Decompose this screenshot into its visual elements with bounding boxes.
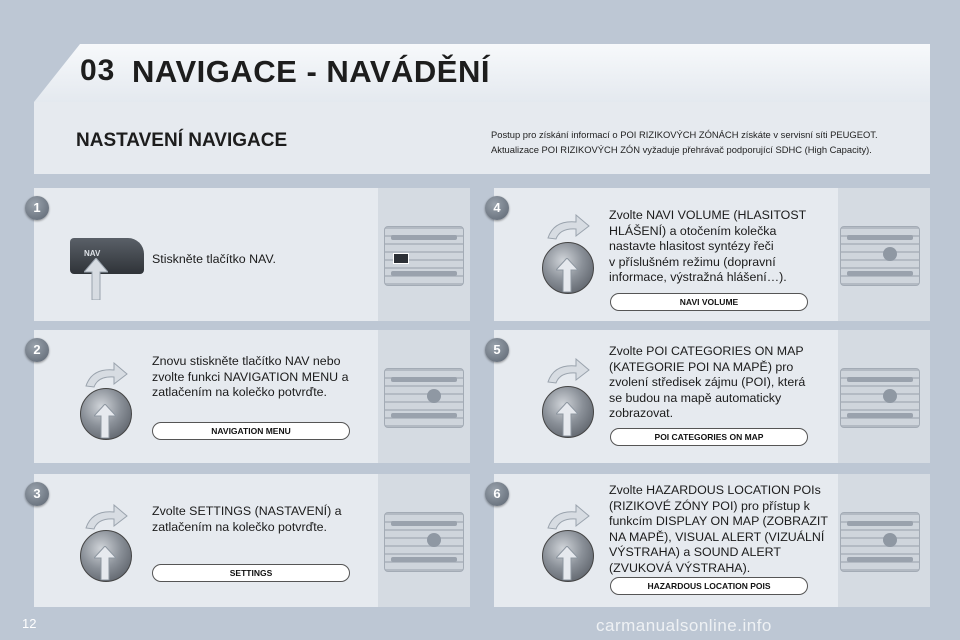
- step-text-line: zobrazovat.: [609, 406, 674, 420]
- step-text-line: v příslušném režimu (dopravní: [609, 254, 776, 269]
- step-number-badge: 2: [25, 338, 49, 362]
- press-arrow-icon: [556, 546, 578, 580]
- step-text-line: (KATEGORIE POI NA MAPĚ) pro: [609, 359, 794, 374]
- menu-label-pill: NAVI VOLUME: [610, 293, 808, 311]
- radio-unit-icon: [840, 512, 920, 572]
- page-number: 12: [22, 616, 37, 631]
- step-panel-6: [494, 474, 930, 607]
- step-panel-1: [34, 188, 470, 321]
- step-panel-5: [494, 330, 930, 463]
- menu-label-pill: SETTINGS: [152, 564, 350, 582]
- press-arrow-icon: [84, 258, 108, 300]
- press-arrow-icon: [556, 258, 578, 292]
- step-text-line: funkcím DISPLAY ON MAP (ZOBRAZIT: [609, 514, 828, 528]
- section-note: [491, 127, 911, 157]
- step-text: [609, 483, 828, 576]
- note-line: Postup pro získání informací o POI RIZIKOVÝCH ZÓNÁCH získáte v servisní síti PEUGEOT.: [491, 129, 878, 140]
- rotate-arrow-icon: [546, 214, 590, 240]
- step-text: [152, 504, 342, 535]
- section-title: NASTAVENÍ NAVIGACE: [76, 130, 288, 151]
- step-text-line: VÝSTRAHA) a SOUND ALERT: [609, 545, 781, 559]
- step-text-line: informace, výstražná hlášení…).: [609, 270, 787, 284]
- step-text-line: (ZVUKOVÁ VÝSTRAHA).: [609, 560, 751, 575]
- step-number-badge: 4: [485, 196, 509, 220]
- step-text-line: zatlačením na kolečko potvrďte.: [152, 385, 327, 399]
- step-text: [609, 344, 805, 422]
- step-text-line: (RIZIKOVÉ ZÓNY POI) pro přístup k: [609, 498, 810, 513]
- step-panel-4: [494, 188, 930, 321]
- step-panel-2: [34, 330, 470, 463]
- menu-label-pill: HAZARDOUS LOCATION POIS: [610, 577, 808, 595]
- radio-unit-icon: [840, 368, 920, 428]
- step-text: [609, 208, 806, 286]
- step-number-badge: 6: [485, 482, 509, 506]
- chapter-number: 03: [80, 54, 116, 87]
- step-text-line: Stiskněte tlačítko NAV.: [152, 252, 276, 266]
- step-text-line: HLÁŠENÍ) a otočením kolečka: [609, 223, 777, 238]
- chapter-title: NAVIGACE - NAVÁDĚNÍ: [132, 54, 490, 89]
- press-arrow-icon: [94, 546, 116, 580]
- step-text-line: Zvolte SETTINGS (NASTAVENÍ) a: [152, 504, 342, 518]
- press-arrow-icon: [94, 404, 116, 438]
- step-text-line: zvolení středisek zájmu (POI), která: [609, 375, 806, 389]
- step-text-line: zvolte funkci NAVIGATION MENU a: [152, 369, 349, 384]
- radio-unit-icon: [384, 368, 464, 428]
- watermark: carmanualsonline.info: [596, 616, 772, 635]
- rotate-arrow-icon: [546, 504, 590, 530]
- nav-key-label: NAV: [84, 249, 101, 258]
- step-number-badge: 5: [485, 338, 509, 362]
- step-text-line: NA MAPĚ), VISUAL ALERT (VIZUÁLNÍ: [609, 529, 825, 544]
- step-text-line: nastavte hlasitost syntézy řeči: [609, 239, 774, 253]
- step-text-line: Zvolte HAZARDOUS LOCATION POIs: [609, 483, 821, 497]
- step-number-badge: 3: [25, 482, 49, 506]
- step-text-line: Zvolte NAVI VOLUME (HLASITOST: [609, 208, 807, 222]
- radio-unit-icon: [384, 512, 464, 572]
- step-number-badge: 1: [25, 196, 49, 220]
- menu-label-pill: POI CATEGORIES ON MAP: [610, 428, 808, 446]
- menu-label-pill: NAVIGATION MENU: [152, 422, 350, 440]
- note-line: Aktualizace POI RIZIKOVÝCH ZÓN vyžaduje přehrávač podporující SDHC (High Capacity).: [491, 144, 872, 155]
- radio-unit-icon: [384, 226, 464, 286]
- step-text-line: zatlačením na kolečko potvrďte.: [152, 519, 327, 534]
- rotate-arrow-icon: [84, 362, 128, 388]
- radio-unit-icon: [840, 226, 920, 286]
- rotate-arrow-icon: [546, 358, 590, 384]
- step-text: [152, 252, 276, 268]
- step-text-line: Znovu stiskněte tlačítko NAV nebo: [152, 354, 341, 368]
- press-arrow-icon: [556, 402, 578, 436]
- rotate-arrow-icon: [84, 504, 128, 530]
- step-text: [152, 354, 348, 401]
- step-text-line: Zvolte POI CATEGORIES ON MAP: [609, 344, 804, 358]
- step-text-line: se budou na mapě automaticky: [609, 390, 782, 405]
- nav-key-highlight: [393, 253, 409, 264]
- step-panel-3: [34, 474, 470, 607]
